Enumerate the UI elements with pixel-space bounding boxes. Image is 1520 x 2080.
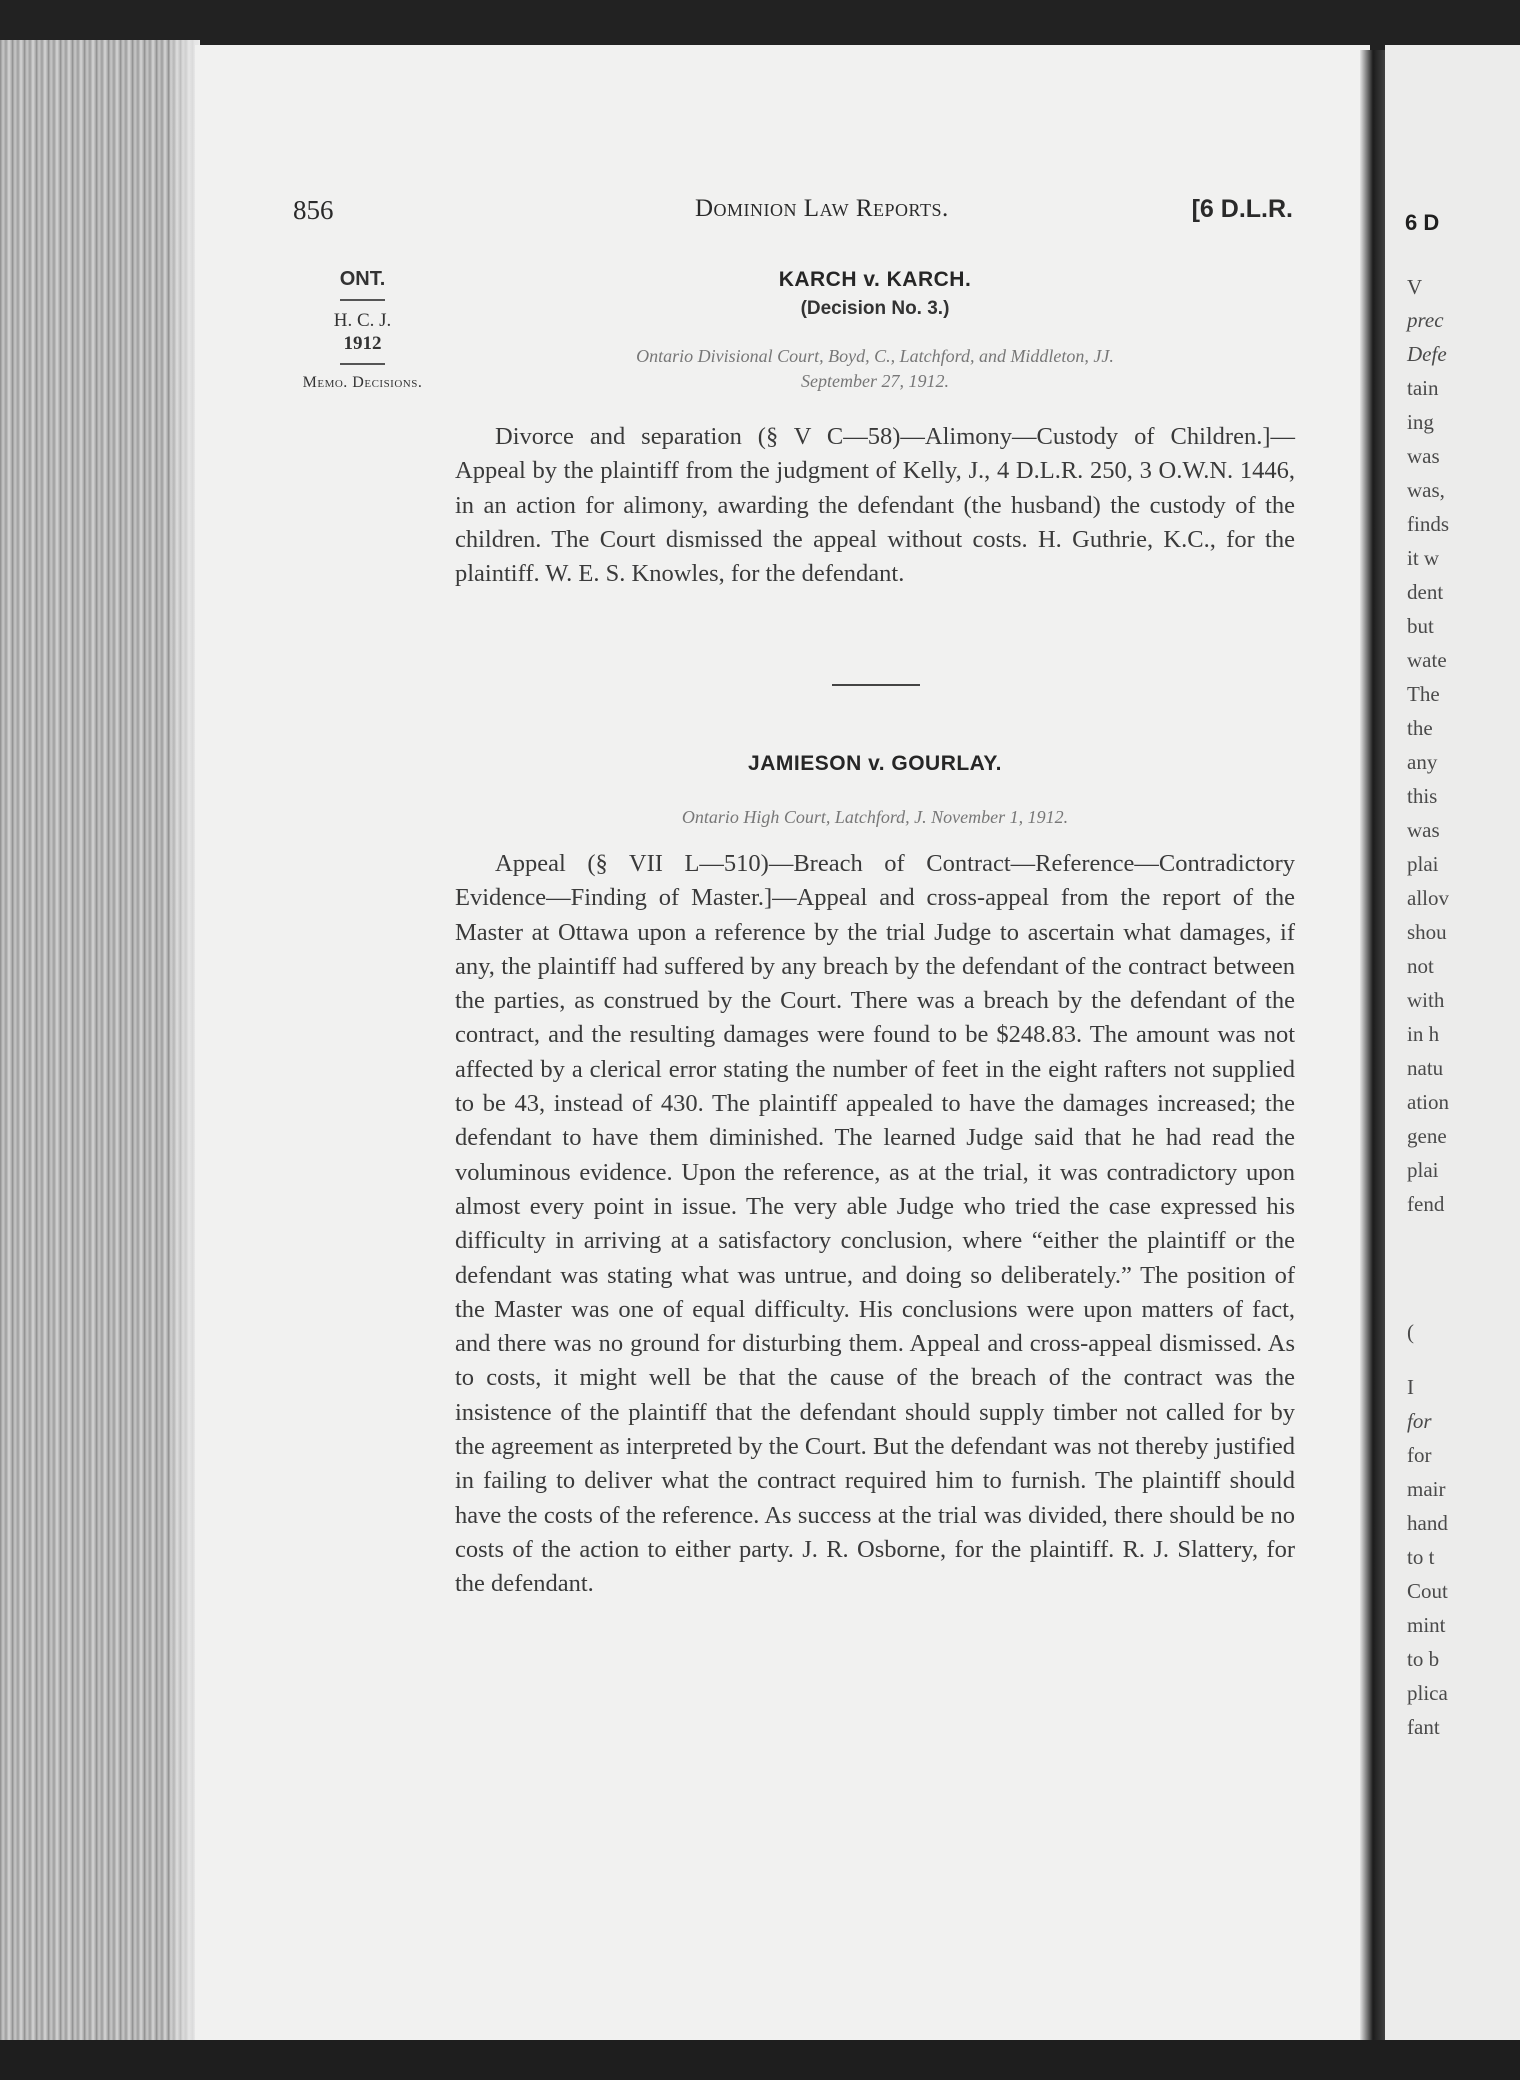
case-separator	[832, 684, 920, 686]
book-gutter	[1360, 50, 1386, 2040]
facing-line: was	[1407, 818, 1440, 842]
facing-line: shou	[1407, 920, 1447, 944]
facing-line: to t	[1407, 1545, 1435, 1569]
facing-line: finds	[1407, 512, 1449, 536]
facing-page-header: 6 D	[1405, 210, 1440, 235]
facing-line: Cout	[1407, 1579, 1448, 1603]
case2-body: Appeal (§ VII L—510)—Breach of Contract—Reference—Contradictory Evidence—Finding of Master.]—Appeal and cross-appeal from the report of the Master at Ottawa upon a reference by the trial Judge to ascertain what damages, if any, the plaintiff had suffered by any breach by the defendant of the contract between the parties, as construed by the Court. There was a breach by the defendant of the contract, and the resulting damages were found to be $248.83. The amount was not affected by a clerical error stating the number of feet in the eight rafters not supplied to be 43, instead of 430. The plaintiff appealed to have the damages increased; the defendant to have them diminished. The learned Judge said that he had read the voluminous evidence. Upon the reference, as at the trial, it was contradictory upon almost every point in issue. The very able Judge who tried the case expressed his difficulty in arriving at a satisfactory conclusion, where “either the plaintiff or the defendant was stating what was untrue, and doing so deliberately.” The position of the Master was one of equal difficulty. His conclusions were upon matters of fact, and there was no ground for disturbing them. Appeal and cross-appeal dismissed. As to costs, it might well be that the cause of the breach of the contract was the insistence of the plaintiff that the defendant should supply timber not called for by the agreement as interpreted by the Court. But the defendant was not thereby justified in failing to deliver what the contract required him to furnish. The plaintiff should have the costs of the reference. As success at the trial was divided, there should be no costs of the action to either party. J. R. Osborne, for the plaintiff. R. J. Slattery, for the defendant.	[455, 850, 1295, 1598]
facing-line: plai	[1407, 1158, 1439, 1182]
facing-line: it w	[1407, 546, 1440, 570]
facing-line: to b	[1407, 1647, 1440, 1671]
facing-line: gene	[1407, 1124, 1447, 1148]
case1-decision: (Decision No. 3.)	[800, 298, 950, 319]
facing-line: I	[1407, 1375, 1414, 1399]
facing-line: was,	[1407, 478, 1445, 502]
margin-section: Memo. Decisions.	[302, 374, 423, 391]
facing-line: any	[1407, 750, 1438, 774]
case1-court-line: Ontario Divisional Court, Boyd, C., Latchford, and Middleton, JJ.	[636, 346, 1114, 366]
facing-line: with	[1407, 988, 1445, 1012]
volume-label: [6 D.L.R.	[1191, 195, 1293, 223]
margin-rule	[340, 363, 385, 365]
margin-year: 1912	[343, 333, 382, 354]
case2-court-line: Ontario High Court, Latchford, J. November 1, 1912.	[681, 807, 1069, 827]
running-title: Dominion Law Reports.	[695, 195, 949, 222]
facing-page-fragment	[1385, 45, 1520, 2045]
book-page-edges	[0, 40, 200, 2050]
facing-line: hand	[1407, 1511, 1448, 1535]
facing-line: ation	[1407, 1090, 1449, 1114]
facing-line: natu	[1407, 1056, 1444, 1080]
margin-court: H. C. J.	[333, 310, 392, 331]
case1-court-date: September 27, 1912.	[801, 371, 949, 391]
margin-notes	[290, 268, 435, 392]
facing-line: (	[1407, 1320, 1414, 1344]
facing-line: Defe	[1407, 342, 1447, 366]
facing-line: the	[1407, 716, 1433, 740]
running-header	[293, 195, 1293, 235]
scan-top-border	[0, 0, 1520, 50]
facing-line: mint	[1407, 1613, 1446, 1637]
facing-line: plica	[1407, 1681, 1448, 1705]
facing-line: allov	[1407, 886, 1449, 910]
facing-line: this	[1407, 784, 1438, 808]
case2-title: JAMIESON v. GOURLAY.	[748, 752, 1002, 775]
facing-line: was	[1407, 444, 1440, 468]
facing-line: The	[1407, 682, 1440, 706]
case1-body: Divorce and separation (§ V C—58)—Alimony—Custody of Children.]—Appeal by the plaintiff from the judgment of Kelly, J., 4 D.L.R. 250, 3 O.W.N. 1446, in an action for alimony, awarding the defendant (the husband) the custody of the children. The Court dismissed the appeal without costs. H. Guthrie, K.C., for the plaintiff. W. E. S. Knowles, for the defendant.	[455, 423, 1295, 588]
margin-rule	[340, 299, 385, 301]
facing-line: fend	[1407, 1192, 1445, 1216]
facing-line: for	[1407, 1409, 1432, 1433]
facing-line: V	[1407, 275, 1423, 299]
facing-line: not	[1407, 954, 1434, 978]
facing-line: mair	[1407, 1477, 1446, 1501]
facing-line: for	[1407, 1443, 1432, 1467]
facing-line: ing	[1407, 410, 1434, 434]
facing-line: tain	[1407, 376, 1439, 400]
facing-line: dent	[1407, 580, 1444, 604]
page-number: 856	[293, 195, 334, 225]
facing-line: in h	[1407, 1022, 1440, 1046]
facing-line: prec	[1407, 308, 1444, 332]
facing-line: but	[1407, 614, 1434, 638]
facing-line: plai	[1407, 852, 1439, 876]
scan-bottom-border	[0, 2040, 1520, 2080]
margin-province: ONT.	[339, 268, 386, 290]
facing-line: wate	[1407, 648, 1447, 672]
case1-title: KARCH v. KARCH.	[778, 268, 972, 291]
facing-line: fant	[1407, 1715, 1440, 1739]
